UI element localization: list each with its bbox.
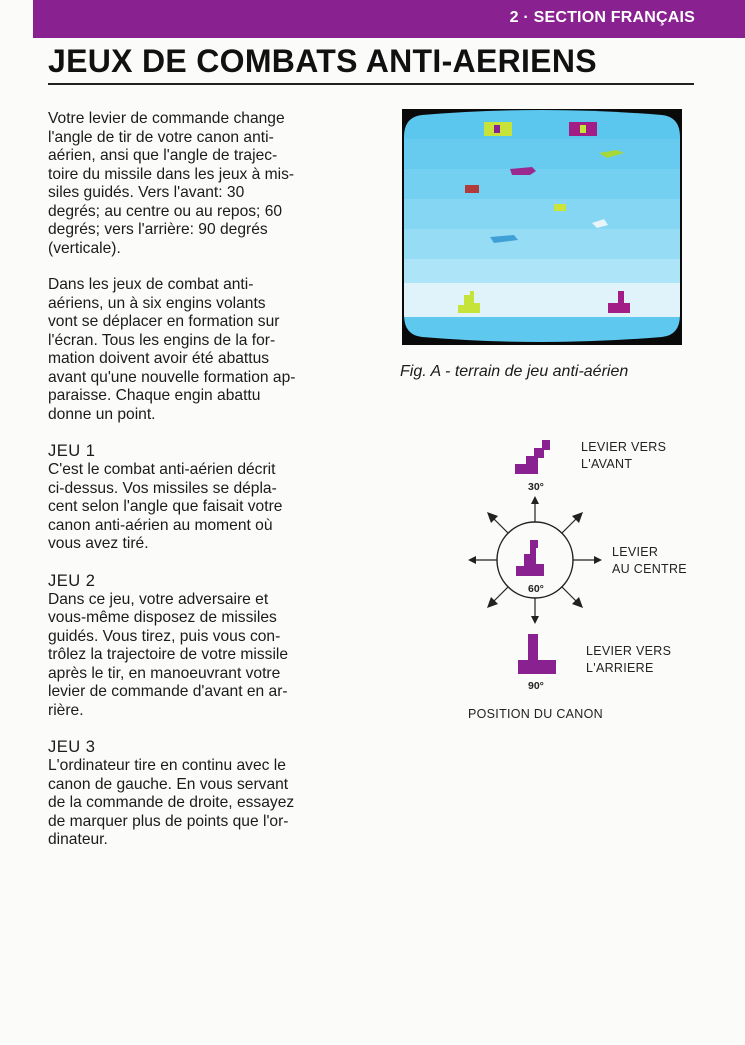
game-screen-svg [402, 109, 682, 345]
game-2-text: Dans ce jeu, votre adversaire et vous-même disposez de missiles guidés. Vous tirez, puis vous con- trôlez la trajectoire de votre missile après le tir, en manoeuvrant votre levier de commande d'avant en ar- rière. [48, 590, 289, 719]
title-rule [48, 83, 694, 85]
back-label: LEVIER VERS L'ARRIERE [586, 644, 672, 675]
game-1-heading: JEU 1 [48, 442, 96, 460]
game-screen-figure [402, 109, 682, 345]
section-label: 2 · SECTION FRANÇAIS [509, 9, 695, 26]
cannon-back-icon [518, 634, 556, 674]
figure-caption: Fig. A - terrain de jeu anti-aérien [400, 363, 629, 380]
page-title: JEUX DE COMBATS ANTI-AERIENS [48, 43, 597, 79]
intro-paragraph-1: Votre levier de commande change l'angle de tir de votre canon anti- aérien, ansi que l'angle de trajec- toire du missile dans les jeux à mis- siles guidés. Vers l'avant: 30 degrés; au centre ou au repos; 60 degrés; vers l'arrière: 90 degrés (verticale). [48, 110, 295, 257]
cannon-position-caption: POSITION DU CANON [468, 707, 603, 721]
game-2-heading: JEU 2 [48, 571, 96, 590]
cannon-center-icon [516, 540, 544, 576]
text-column [48, 110, 358, 850]
game-3-heading: JEU 3 [48, 738, 96, 756]
aircraft-icon [465, 185, 479, 193]
intro-paragraph-2: Dans les jeux de combat anti- aériens, un à six engins volants vont se déplacer en formation sur l'écran. Tous les engins de la for- mation doivent avoir été abattus avant qu'une nouvelle formation ap- paraisse. Chaque engin abattu donne un point. [48, 276, 296, 423]
aircraft-icon [554, 204, 566, 211]
center-label: LEVIER AU CENTRE [612, 545, 687, 576]
game-3-text: L'ordinateur tire en continu avec le canon de gauche. En vous servant de la commande de droite, essayez de marquer plus de points que l'or- dinateur. [48, 757, 295, 848]
game-1-text: C'est le combat anti-aérien décrit ci-dessus. Vos missiles se dépla- cent selon l'angle que faisait votre canon anti-aérien au moment où vous avez tiré. [48, 461, 283, 552]
forward-label: LEVIER VERS L'AVANT [581, 440, 667, 471]
cannon-forward-icon [515, 440, 550, 474]
angle-30-label: 30° [528, 481, 544, 493]
angle-60-label: 60° [528, 583, 544, 595]
header-bar [33, 0, 745, 38]
angle-90-label: 90° [528, 680, 544, 692]
